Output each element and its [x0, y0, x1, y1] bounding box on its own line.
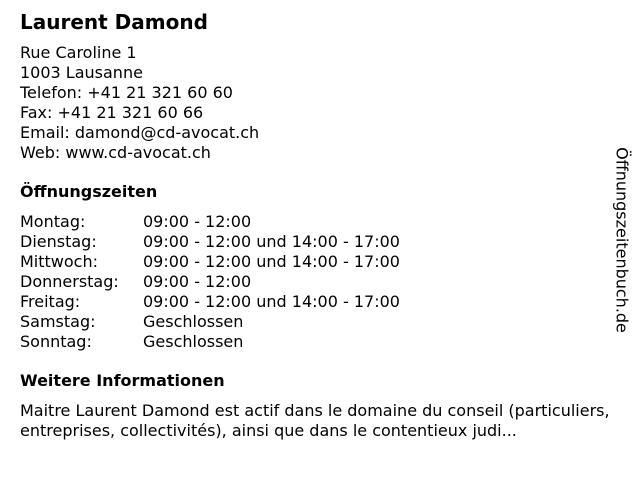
hours-time: 09:00 - 12:00 und 14:00 - 17:00: [143, 292, 400, 311]
hours-time: Geschlossen: [143, 312, 244, 331]
hours-day: Dienstag:: [20, 232, 97, 251]
opening-hours-title: Öffnungszeiten: [20, 182, 158, 201]
hours-row: [20, 212, 600, 232]
hours-row: [20, 252, 600, 272]
hours-day: Mittwoch:: [20, 252, 98, 271]
fax-number: Fax: +41 21 321 60 66: [20, 103, 204, 122]
watermark-label: Öffnungszeitenbuch.de: [612, 147, 632, 333]
hours-row: [20, 312, 600, 332]
hours-row: [20, 232, 600, 252]
city-address: 1003 Lausanne: [20, 63, 143, 82]
hours-day: Montag:: [20, 212, 86, 231]
hours-day: Samstag:: [20, 312, 96, 331]
contact-block: [20, 43, 600, 163]
hours-time: Geschlossen: [143, 332, 244, 351]
hours-row: [20, 272, 600, 292]
hours-row: [20, 332, 600, 352]
hours-row: [20, 292, 600, 312]
hours-day: Donnerstag:: [20, 272, 119, 291]
street-address: Rue Caroline 1: [20, 43, 137, 62]
hours-time: 09:00 - 12:00 und 14:00 - 17:00: [143, 232, 400, 251]
further-info-text: Maitre Laurent Damond est actif dans le domaine du conseil (particuliers, entreprises, collectivités), ainsi que dans le contentieux judi...: [20, 401, 610, 440]
opening-hours-table: [20, 212, 600, 352]
hours-time: 09:00 - 12:00 und 14:00 - 17:00: [143, 252, 400, 271]
hours-day: Freitag:: [20, 292, 81, 311]
email-address: Email: damond@cd-avocat.ch: [20, 123, 260, 142]
hours-time: 09:00 - 12:00: [143, 272, 252, 291]
business-card: [20, 9, 610, 441]
business-name: Laurent Damond: [20, 10, 208, 34]
website: Web: www.cd-avocat.ch: [20, 143, 211, 162]
hours-time: 09:00 - 12:00: [143, 212, 252, 231]
phone-number: Telefon: +41 21 321 60 60: [20, 83, 233, 102]
hours-day: Sonntag:: [20, 332, 92, 351]
further-info-title: Weitere Informationen: [20, 371, 225, 390]
